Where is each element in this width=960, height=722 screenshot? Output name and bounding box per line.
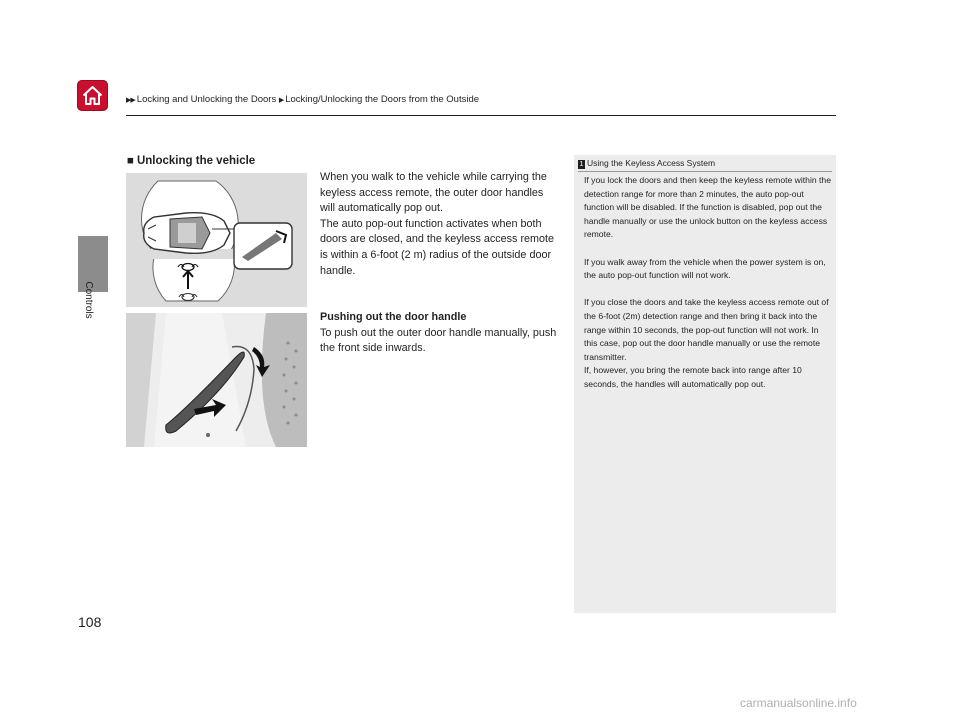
page-number: 108: [78, 614, 102, 630]
breadcrumb-arrow-icon: ▶: [278, 97, 284, 104]
section-heading: ■ Unlocking the vehicle: [127, 155, 256, 167]
subsection-body: To push out the outer door handle manually, push the front side inwards.: [320, 326, 557, 355]
vehicle-detection-illustration: [126, 173, 307, 307]
breadcrumb-item-locking[interactable]: Locking and Unlocking the Doors: [136, 94, 277, 105]
door-handle-illustration: [126, 313, 307, 447]
note-reference-icon: 1: [579, 161, 584, 168]
side-note-paragraph: If you close the doors and take the keyless access remote out of the 6-foot (2m) detection range and then bring it back into the range within 10 seconds, the pop-out function will not work. In this case, pop out the door handle manually or use the remote transmitter.: [584, 297, 829, 362]
subsection: [320, 310, 560, 357]
side-note-paragraph: If, however, you bring the remote back into range after 10 seconds, the handles will automatically pop out.: [584, 365, 802, 389]
side-note-paragraph: If you lock the doors and then keep the keyless remote within the detection range for more than 2 minutes, the auto pop-out function will be disabled. If the function is disabled, pop out the handle manually or use the unlock button on the keyless access remote.: [584, 175, 831, 240]
section-body: [320, 170, 560, 279]
side-note-divider: [578, 171, 832, 172]
home-icon[interactable]: [77, 80, 108, 111]
section-paragraph: The auto pop-out function activates when both doors are closed, and the keyless access remote is within a 6-foot (2 m) radius of the outside door handle.: [320, 217, 555, 277]
section-marker-icon: ■: [127, 155, 134, 167]
side-note-paragraph: If you walk away from the vehicle when the power system is on, the auto pop-out function will not work.: [584, 256, 826, 281]
watermark: carmanualsonline.info: [740, 696, 857, 710]
car-top-view-icon: [144, 213, 230, 254]
header-divider: [126, 115, 836, 116]
side-note-body: [584, 174, 832, 405]
subsection-heading: Pushing out the door handle: [320, 311, 467, 323]
section-paragraph: When you walk to the vehicle while carrying the keyless access remote, the outer door handles will automatically pop out.: [320, 171, 547, 215]
section-tab-label: Controls: [83, 281, 94, 319]
breadcrumb-arrow-icon: ▶▶: [126, 97, 135, 104]
side-note-heading: 1 Using the Keyless Access System: [579, 158, 716, 168]
breadcrumb: [126, 94, 479, 105]
side-note-panel: [574, 155, 836, 613]
breadcrumb-item-outside[interactable]: Locking/Unlocking the Doors from the Outside: [285, 94, 480, 105]
